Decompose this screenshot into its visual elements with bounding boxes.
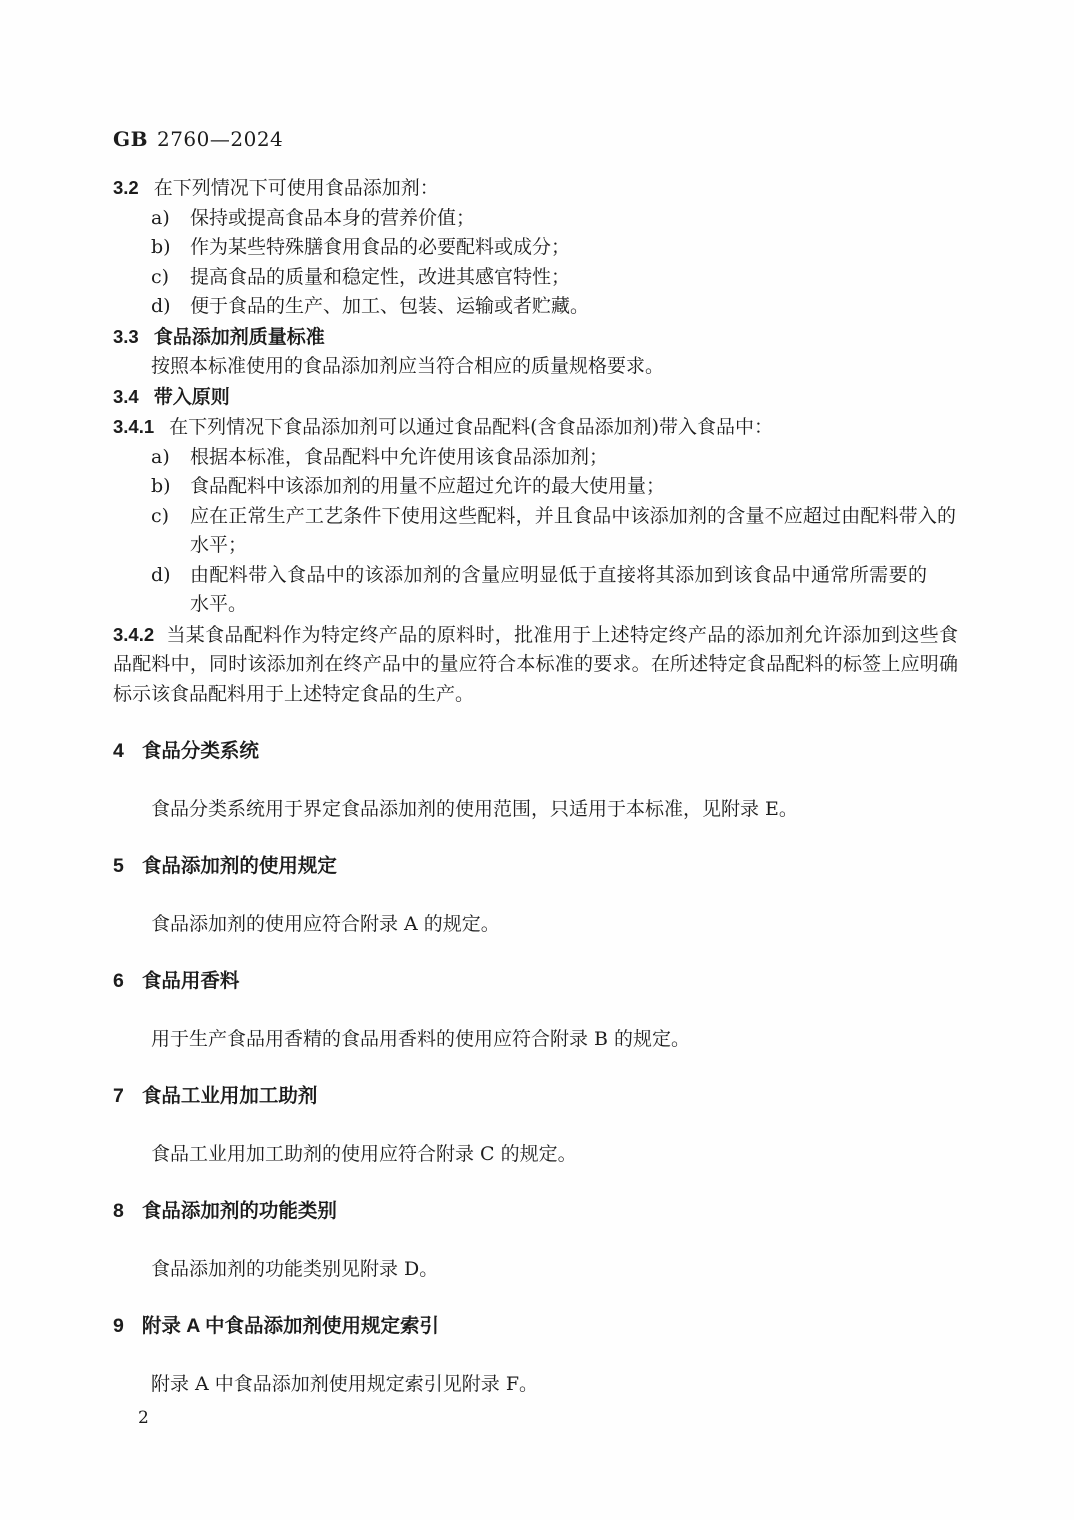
section-5	[113, 852, 958, 939]
list-item-label: b)	[151, 475, 171, 497]
list-item	[113, 443, 958, 473]
section-title: 食品工业用加工助剂	[141, 1085, 318, 1107]
list-item-label: d)	[151, 563, 171, 586]
standard-code-number: 2760—2024	[156, 127, 284, 151]
section-title: 食品添加剂的功能类别	[141, 1200, 337, 1222]
clause-text: 在下列情况下可使用食品添加剂：	[153, 177, 439, 199]
section-8	[113, 1197, 958, 1284]
clause-3-4	[113, 382, 958, 413]
clause-number: 3.4	[113, 385, 139, 407]
clause-3-4-1	[113, 412, 958, 443]
list-item-text: 保持或提高食品本身的营养价值；	[190, 206, 476, 229]
list-item	[113, 233, 958, 263]
section-4-body: 食品分类系统用于界定食品添加剂的使用范围，只适用于本标准，见附录 E。	[151, 797, 798, 820]
section-7	[113, 1082, 958, 1169]
section-number: 4	[113, 740, 124, 762]
clause-3-2-list	[113, 204, 958, 322]
list-item-text: 由配料带入食品中的该添加剂的含量应明显低于直接将其添加到该食品中通常所需要的水平。	[190, 563, 927, 615]
section-8-heading	[113, 1197, 958, 1227]
list-item-text: 根据本标准，食品配料中允许使用该食品添加剂；	[190, 445, 609, 468]
section-7-body: 食品工业用加工助剂的使用应符合附录 C 的规定。	[151, 1142, 577, 1165]
section-number: 7	[113, 1085, 124, 1107]
section-7-heading	[113, 1082, 958, 1112]
clause-3-4-1-list	[113, 443, 958, 620]
section-number: 9	[113, 1315, 124, 1337]
clause-number: 3.2	[113, 177, 139, 198]
list-item-label: c)	[151, 504, 170, 527]
standard-code-header	[113, 126, 958, 152]
list-item-label: a)	[151, 206, 170, 229]
clause-number: 3.3	[113, 325, 139, 347]
list-item	[113, 292, 958, 322]
clause-text: 在下列情况下食品添加剂可以通过食品配料(含食品添加剂)带入食品中：	[169, 416, 773, 438]
list-item-label: d)	[151, 295, 171, 317]
section-number: 8	[113, 1200, 124, 1222]
list-item	[113, 204, 958, 234]
clause-number: 3.4.2	[113, 623, 155, 645]
section-number: 6	[113, 970, 124, 992]
list-item-text: 应在正常生产工艺条件下使用这些配料，并且食品中该添加剂的含量不应超过由配料带入的水平；	[190, 504, 956, 556]
section-6-heading	[113, 967, 958, 997]
list-item-text: 食品配料中该添加剂的用量不应超过允许的最大使用量；	[190, 475, 666, 497]
clause-title: 食品添加剂质量标准	[153, 326, 325, 348]
clause-number: 3.4.1	[113, 416, 155, 437]
section-4	[113, 737, 958, 824]
list-item	[113, 561, 958, 620]
section-title: 食品添加剂的使用规定	[141, 855, 337, 877]
section-5-body: 食品添加剂的使用应符合附录 A 的规定。	[151, 912, 500, 935]
list-item	[113, 502, 958, 561]
list-item	[113, 472, 958, 502]
standard-code-prefix: GB	[113, 127, 148, 151]
clause-3-3-body: 按照本标准使用的食品添加剂应当符合相应的质量规格要求。	[151, 355, 665, 377]
page-number: 2	[138, 1408, 149, 1428]
list-item	[113, 263, 958, 293]
clause-3-4-2	[113, 620, 958, 710]
list-item-label: b)	[151, 236, 171, 258]
list-item-label: c)	[151, 265, 170, 288]
section-number: 5	[113, 855, 124, 877]
clause-title: 带入原则	[153, 386, 230, 408]
list-item-text: 便于食品的生产、加工、包装、运输或者贮藏。	[190, 295, 590, 317]
section-9	[113, 1312, 958, 1399]
clause-text: 当某食品配料作为特定终产品的原料时，批准用于上述特定终产品的添加剂允许添加到这些食品配料中，同时该添加剂在终产品中的量应符合本标准的要求。在所述特定食品配料的标签上应明确标示该食品配料用于上述特定食品的生产。	[113, 623, 958, 705]
section-title: 附录 A 中食品添加剂使用规定索引	[141, 1315, 440, 1337]
section-6	[113, 967, 958, 1054]
clause-3-3	[113, 322, 958, 353]
list-item-label: a)	[151, 445, 170, 468]
section-9-heading	[113, 1312, 958, 1342]
section-4-heading	[113, 737, 958, 767]
list-item-text: 作为某些特殊膳食用食品的必要配料或成分；	[190, 236, 571, 258]
section-8-body: 食品添加剂的功能类别见附录 D。	[151, 1257, 439, 1280]
section-5-heading	[113, 852, 958, 882]
section-title: 食品分类系统	[141, 740, 259, 762]
section-title: 食品用香料	[141, 970, 240, 992]
list-item-text: 提高食品的质量和稳定性，改进其感官特性；	[190, 265, 571, 288]
section-9-body: 附录 A 中食品添加剂使用规定索引见附录 F。	[151, 1372, 539, 1395]
section-6-body: 用于生产食品用香精的食品用香料的使用应符合附录 B 的规定。	[151, 1027, 691, 1050]
clause-3-2	[113, 173, 958, 204]
